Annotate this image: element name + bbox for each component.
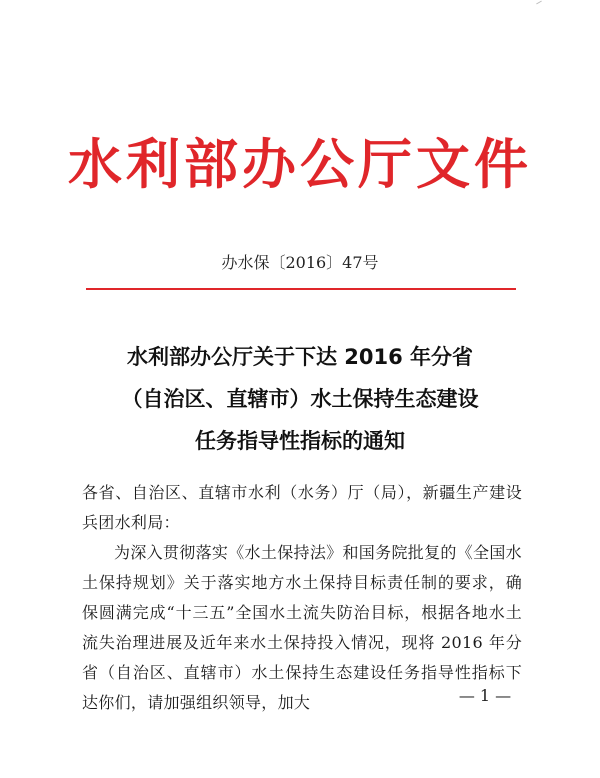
notice-title-line-2: （自治区、直辖市）水土保持生态建设	[121, 387, 479, 411]
notice-title	[0, 336, 600, 462]
document-header-title: 水利部办公厅文件	[68, 132, 532, 196]
page-number: — 1 —	[458, 686, 512, 705]
notice-title-line-1: 水利部办公厅关于下达 2016 年分省	[126, 345, 474, 369]
notice-title-line-3: 任务指导性指标的通知	[195, 429, 405, 453]
document-number: 办水保〔2016〕47号	[221, 253, 379, 272]
recipients-line: 各省、自治区、直辖市水利（水务）厅（局），新疆生产建设兵团水利局：	[82, 483, 522, 532]
body-text	[82, 478, 522, 718]
red-divider-line	[86, 288, 516, 290]
body-paragraph: 为深入贯彻落实《水土保持法》和国务院批复的《全国水土保持规划》关于落实地方水土保持目标责任制的要求，确保圆满完成“十三五”全国水土流失防治目标，根据各地水土流失治理进展及近年来水土保持投入情况，现将 2016 年分省（自治区、直辖市）水土保持生态建设任务指导性指标下达你们，请加强组织领导，加大	[82, 543, 522, 712]
scan-mark	[536, 1, 542, 5]
